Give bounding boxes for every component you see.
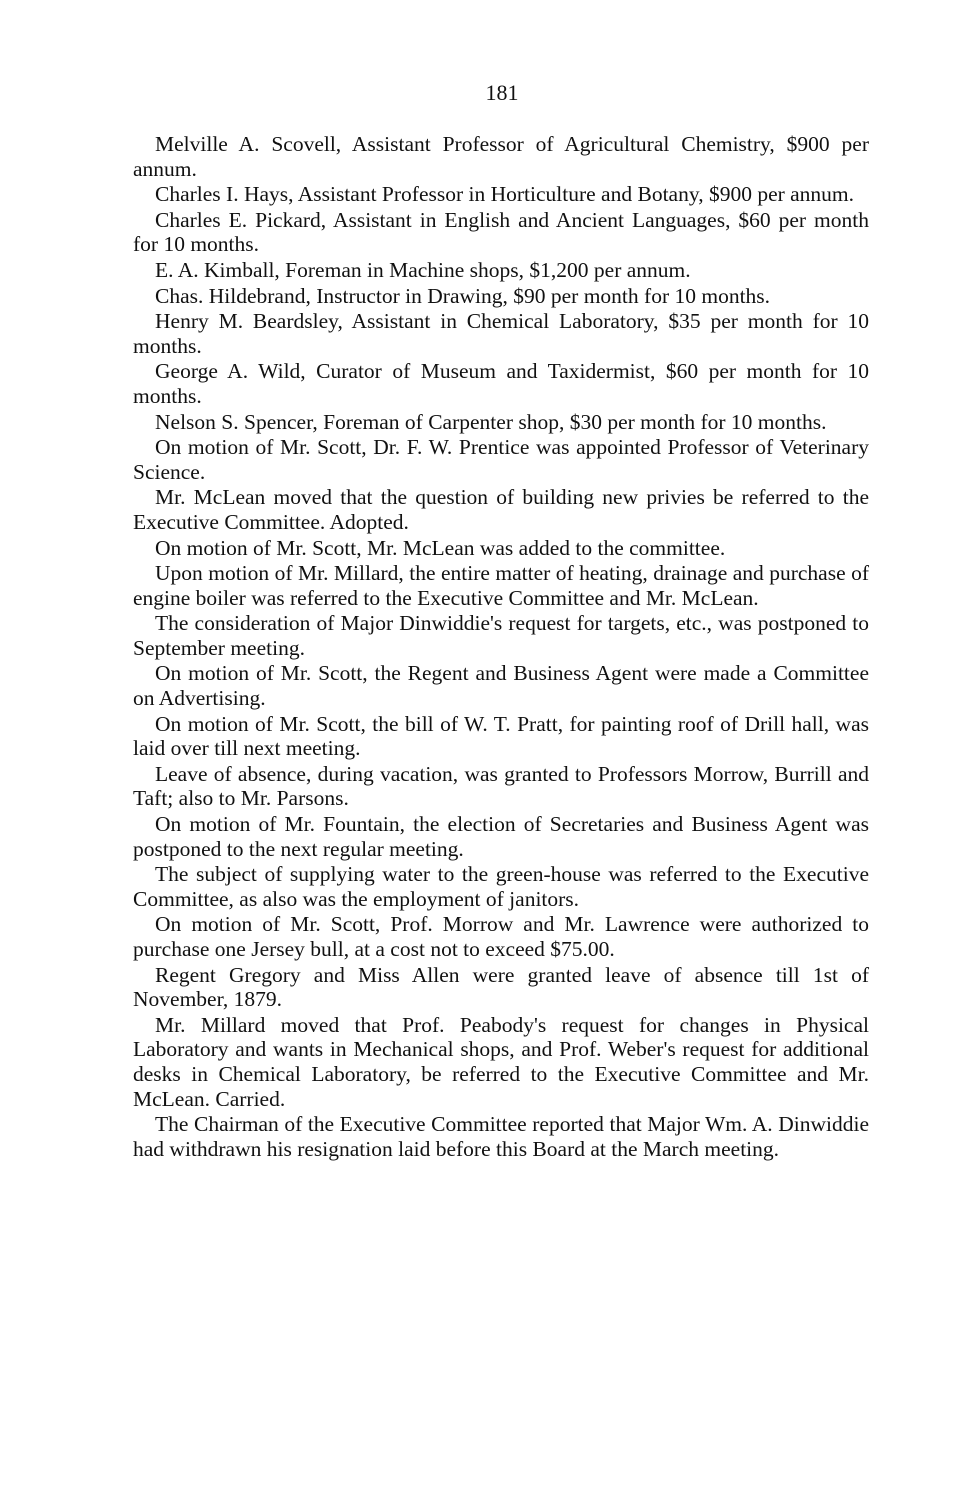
- paragraph-jersey-bull: On motion of Mr. Scott, Prof. Morrow and Mr. Lawrence were authorized to purchase one Jersey bull, at a cost not to exceed $75.00.: [133, 912, 869, 961]
- paragraph-election: On motion of Mr. Fountain, the election of Secretaries and Business Agent was postponed to the next regular meeting.: [133, 812, 869, 861]
- paragraph-wild: George A. Wild, Curator of Museum and Taxidermist, $60 per month for 10 months.: [133, 359, 869, 408]
- paragraph-hays: Charles I. Hays, Assistant Professor in Horticulture and Botany, $900 per annum.: [155, 182, 855, 207]
- paragraph-scovell: Melville A. Scovell, Assistant Professor of Agricultural Chemistry, $900 per annum.: [133, 132, 869, 181]
- paragraph-advertising: On motion of Mr. Scott, the Regent and Business Agent were made a Committee on Advertising.: [133, 661, 869, 711]
- paragraph-privies: Mr. McLean moved that the question of building new privies be referred to the Executive Committee. Adopted.: [133, 485, 869, 534]
- paragraph-laboratory-requests: Mr. Millard moved that Prof. Peabody's request for changes in Physical Laboratory and wants in Mechanical shops, and Prof. Weber's request for additional desks in Chemical Laboratory, be referred to the Executive Committee and Mr. McLean. Carried.: [133, 1012, 869, 1111]
- paragraph-water: The subject of supplying water to the green-house was referred to the Executive Committee, as also was the employment of janitors.: [133, 862, 869, 911]
- paragraph-leave-gregory: Regent Gregory and Miss Allen were granted leave of absence till 1st of November, 1879.: [133, 962, 869, 1012]
- paragraph-kimball: E. A. Kimball, Foreman in Machine shops, $1,200 per annum.: [155, 257, 691, 282]
- paragraph-dinwiddie: The Chairman of the Executive Committee reported that Major Wm. A. Dinwiddie had withdrawn his resignation laid before this Board at the March meeting.: [133, 1112, 869, 1161]
- paragraph-prentice: On motion of Mr. Scott, Dr. F. W. Prentice was appointed Professor of Veterinary Science.: [133, 435, 869, 484]
- body-text: [133, 132, 869, 1161]
- paragraph-heating: Upon motion of Mr. Millard, the entire matter of heating, drainage and purchase of engine boiler was referred to the Executive Committee and Mr. McLean.: [133, 561, 869, 610]
- paragraph-hildebrand: Chas. Hildebrand, Instructor in Drawing, $90 per month for 10 months.: [155, 283, 771, 308]
- paragraph-spencer: Nelson S. Spencer, Foreman of Carpenter shop, $30 per month for 10 months.: [155, 409, 827, 434]
- paragraph-pratt-bill: On motion of Mr. Scott, the bill of W. T. Pratt, for painting roof of Drill hall, was laid over till next meeting.: [133, 711, 869, 761]
- paragraph-pickard: Charles E. Pickard, Assistant in English and Ancient Languages, $60 per month for 10 months.: [133, 207, 869, 257]
- paragraph-committee: On motion of Mr. Scott, Mr. McLean was added to the committee.: [155, 535, 726, 560]
- paragraph-beardsley: Henry M. Beardsley, Assistant in Chemical Laboratory, $35 per month for 10 months.: [133, 309, 869, 358]
- page-number: 181: [485, 80, 519, 105]
- paragraph-leave-vacation: Leave of absence, during vacation, was granted to Professors Morrow, Burrill and Taft; also to Mr. Parsons.: [133, 761, 869, 811]
- paragraph-targets: The consideration of Major Dinwiddie's request for targets, etc., was postponed to September meeting.: [133, 611, 869, 660]
